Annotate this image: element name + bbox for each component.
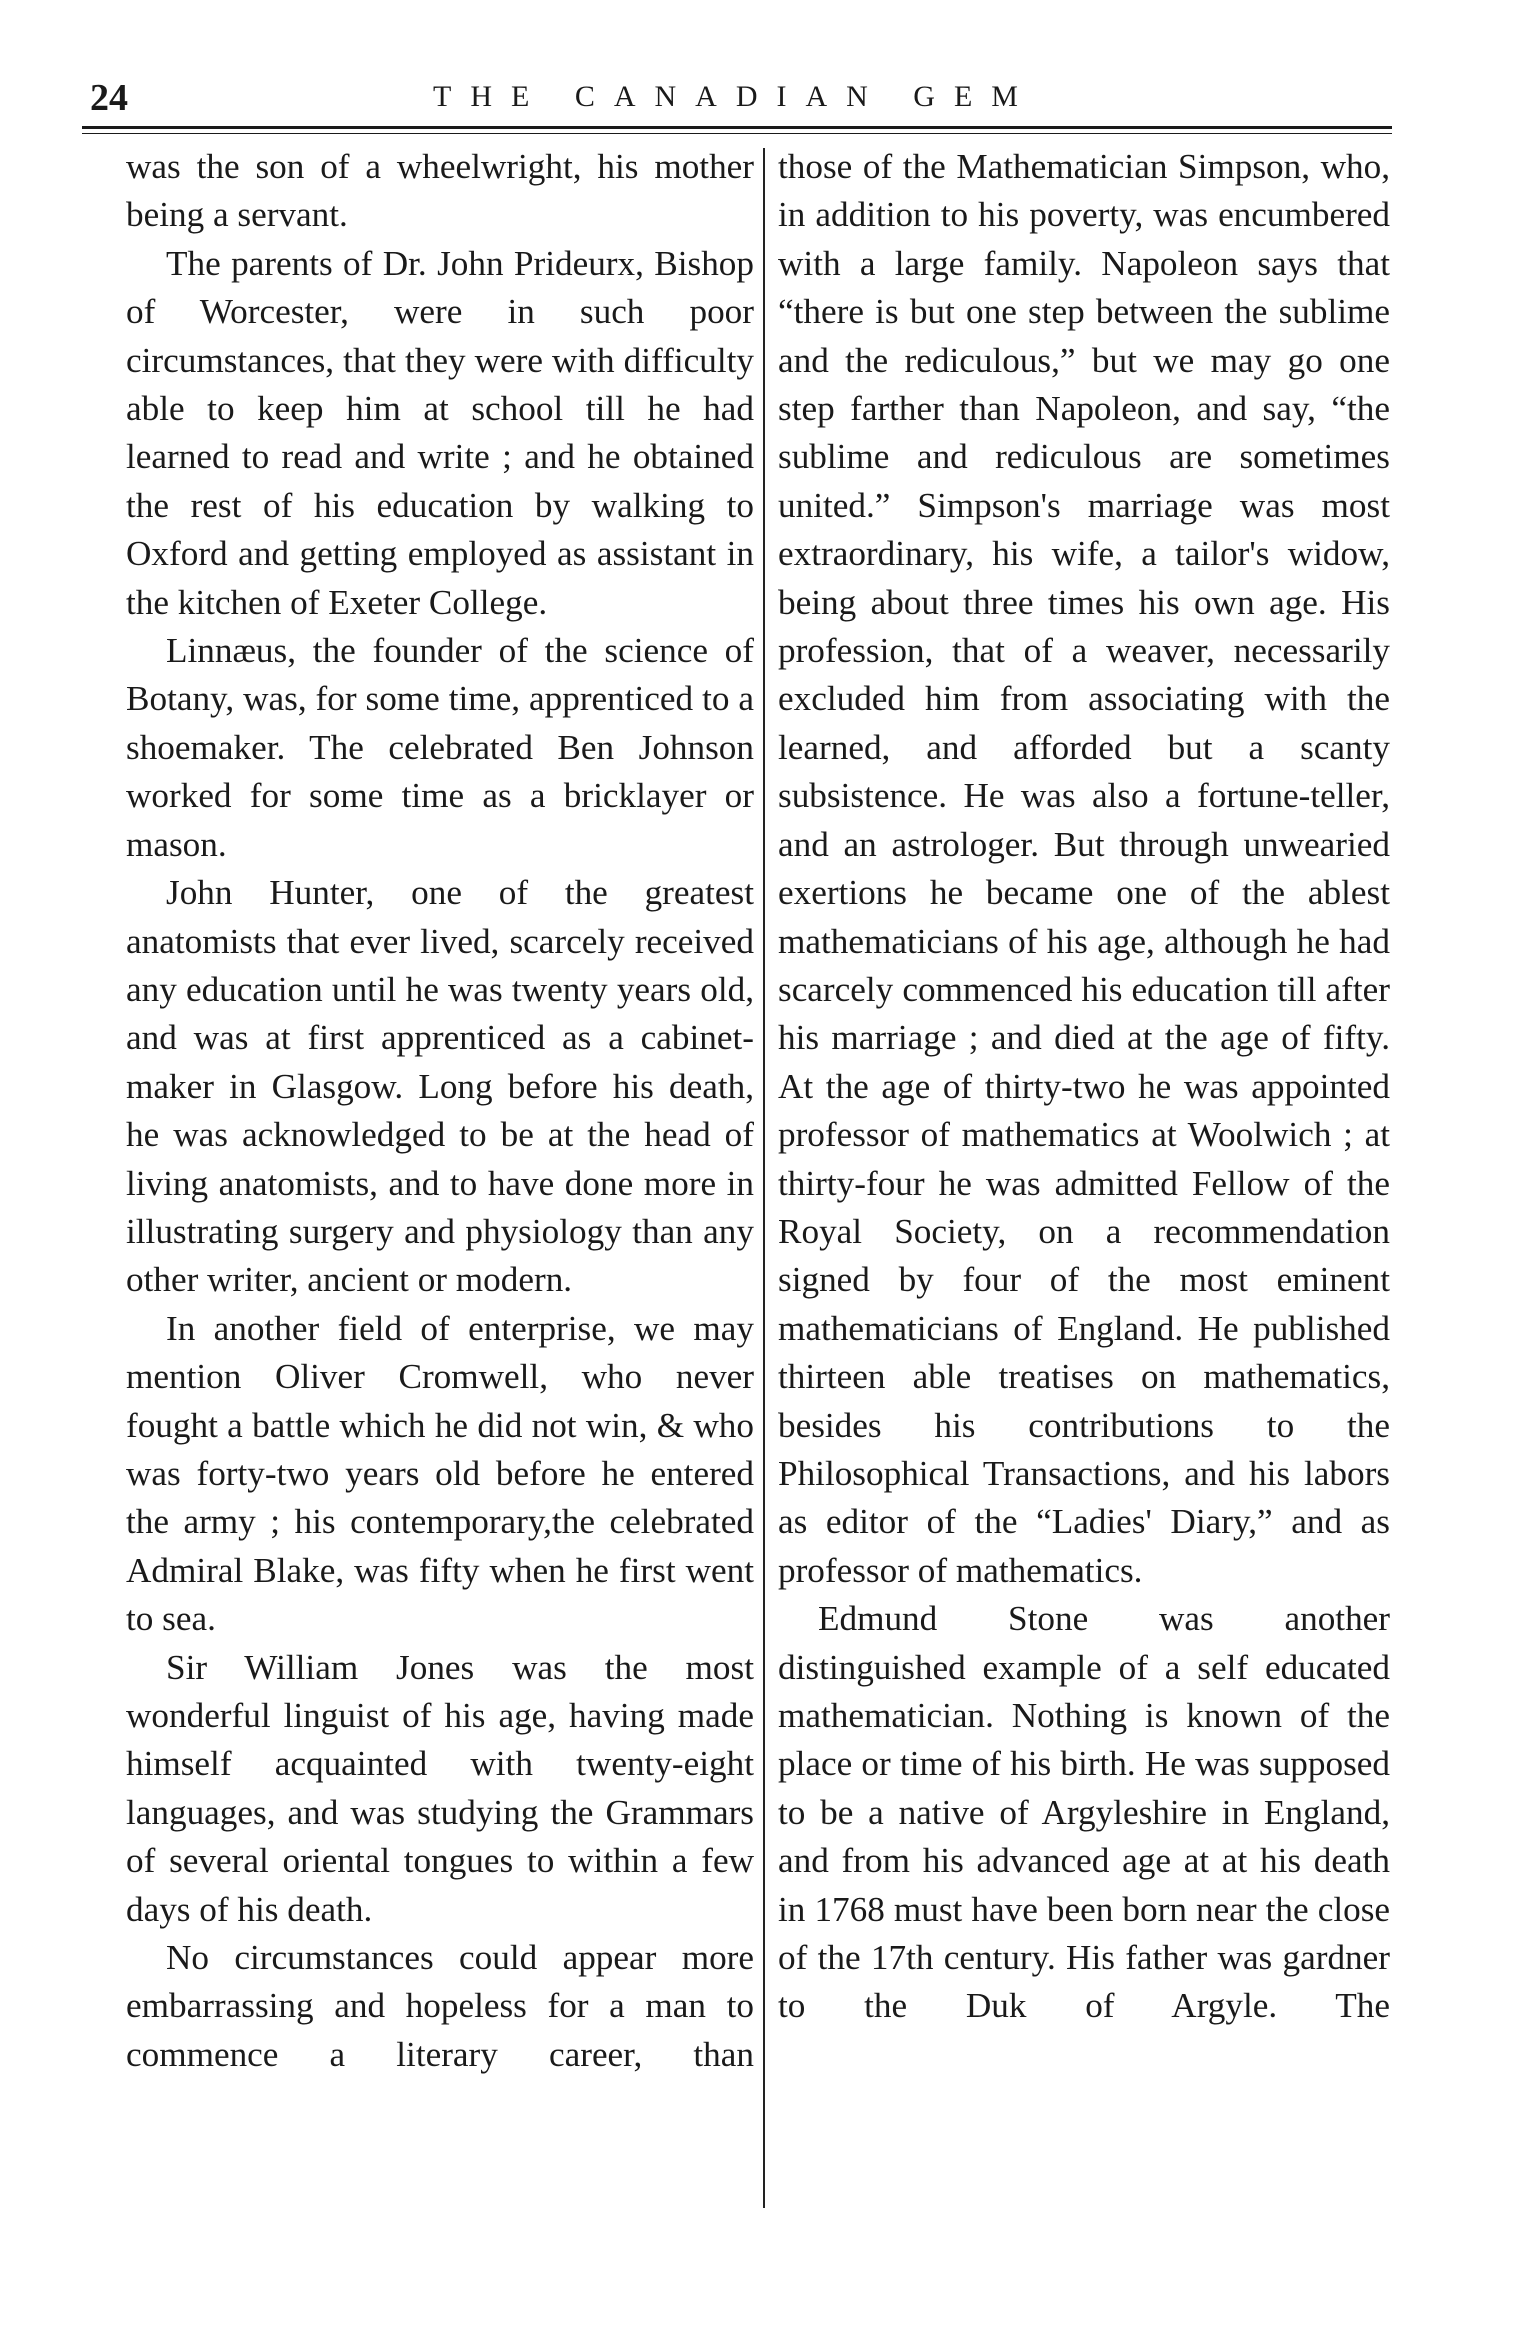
page-number: 24 — [90, 77, 128, 119]
paragraph: those of the Mathematician Simpson, who, in addition to his poverty, was encumbered with a large family. Napoleon says that “there is but one step between the sublime and the rediculous,” but we may go one step farther than Napoleon, and say, “the sublime and rediculous are sometimes united.” Simpson's marriage was most extraordinary, his wife, a tailor's widow, being about three times his own age. His profession, that of a weaver, necessarily excluded him from associating with the learned, and afforded but a scanty subsistence. He was also a fortune-teller, and an astrologer. But through unwearied exertions he became one of the ablest mathematicians of his age, although he had scarcely commenced his education till after his marriage ; and died at the age of fifty. At the age of thirty-two he was appointed professor of mathematics at Woolwich ; at thirty-four he was admitted Fellow of the Royal Society, on a recommendation signed by four of the most eminent mathematicians of England. He published thirteen able treatises on mathematics, besides his contributions to the Philosophical Transactions, and his labors as editor of the “Ladies' Diary,” and as professor of mathematics. — [778, 147, 1390, 1590]
paragraph: Sir William Jones was the most wonderful linguist of his age, having made himself acquainted with twenty-eight languages, and was studying the Grammars of several oriental tongues to within a few days of his death. — [126, 1647, 754, 1929]
paragraph: In another field of enterprise, we may mention Oliver Cromwell, who never fought a battle which he did not win, & who was forty-two years old before he entered the army ; his contemporary,the celebrated Admiral Blake, was fifty when he first went to sea. — [126, 1308, 754, 1639]
left-column — [126, 143, 754, 2079]
column-divider — [763, 148, 765, 2208]
header-rule-thick — [82, 126, 1392, 129]
paragraph: John Hunter, one of the greatest anatomists that ever lived, scarcely received any education until he was twenty years old, and was at first apprenticed as a cabinet-maker in Glasgow. Long before his death, he was acknowledged to be at the head of living anatomists, and to have done more in illustrating surgery and physiology than any other writer, ancient or modern. — [126, 873, 754, 1300]
paragraph: Linnæus, the founder of the science of Botany, was, for some time, apprenticed to a shoemaker. The celebrated Ben Johnson worked for some time as a bricklayer or mason. — [126, 631, 754, 864]
paragraph: The parents of Dr. John Prideurx, Bishop of Worcester, were in such poor circumstances, that they were with difficulty able to keep him at school till he had learned to read and write ; and he obtained the rest of his education by walking to Oxford and getting employed as assistant in the kitchen of Exeter College. — [126, 243, 754, 622]
paragraph: No circumstances could appear more embarrassing and hopeless for a man to commence a literary career, than — [126, 1938, 754, 2074]
running-title: THE CANADIAN GEM — [433, 80, 1037, 113]
right-column — [778, 143, 1390, 2031]
page-header — [80, 66, 1390, 126]
paragraph: Edmund Stone was another distinguished example of a self educated mathematician. Nothing is known of the place or time of his birth. He was supposed to be a native of Argyleshire in England, and from his advanced age at at his death in 1768 must have been born near the close of the 17th century. His father was gardner to the Duk of Argyle. The — [778, 1599, 1390, 2026]
header-rule-thin — [82, 133, 1392, 134]
paragraph: was the son of a wheelwright, his mother being a servant. — [126, 147, 754, 235]
